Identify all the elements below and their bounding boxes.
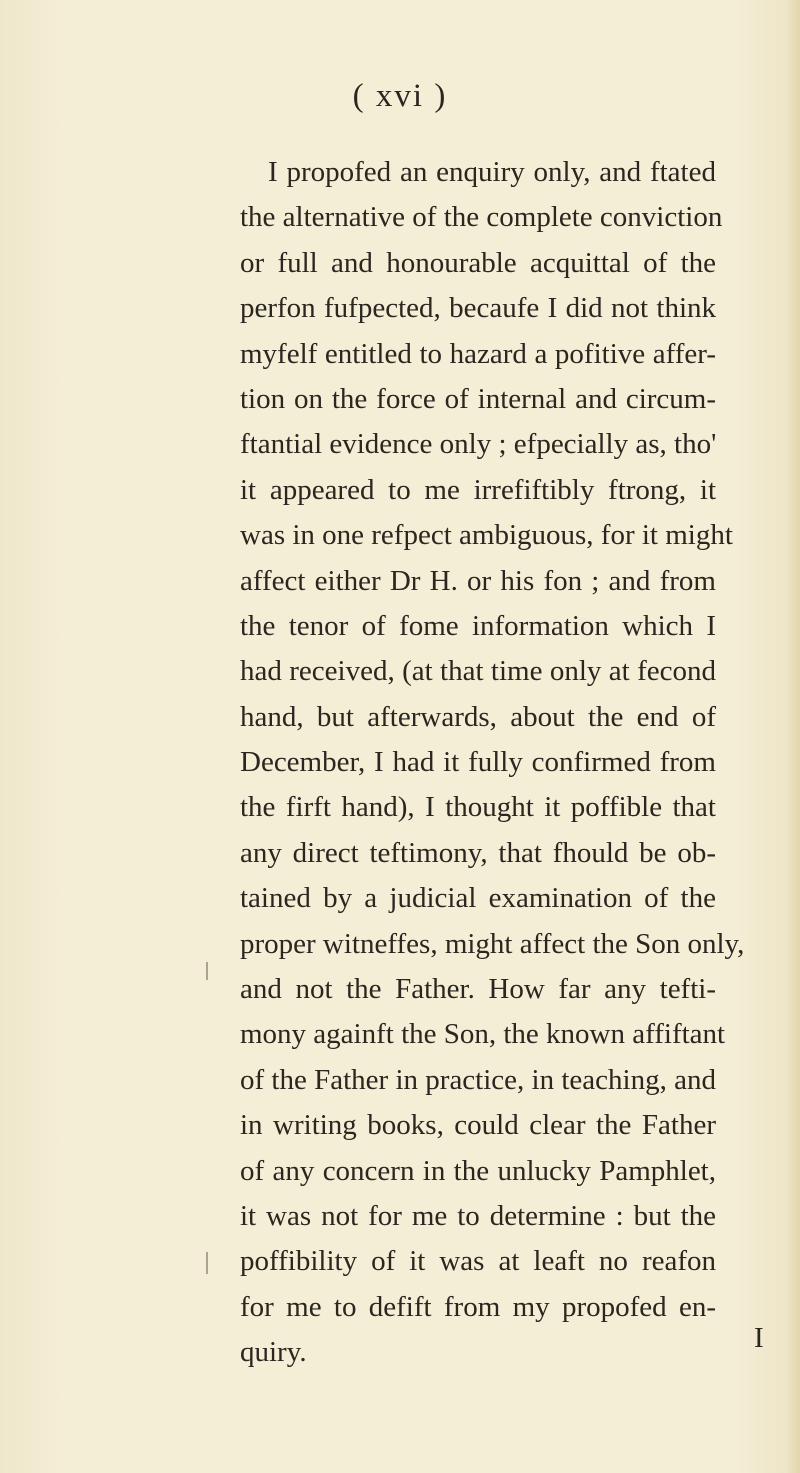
text-line: proper witneffes, might affect the Son only, [240,927,745,960]
text-line: perfon fufpected, becaufe I did not think [240,292,716,325]
text-line: the tenor of fome information which I [240,609,716,642]
paper-speck [206,962,208,980]
text-line: for me to defift from my propofed en- [240,1290,716,1323]
page-edge-shadow [786,0,800,1473]
paper-speck [206,1252,208,1274]
text-line: quiry. [240,1336,307,1369]
text-line: in writing books, could clear the Father [240,1109,716,1142]
text-line: mony againft the Son, the known affiftant [240,1018,726,1051]
text-line: the firft hand), I thought it poffible that [240,791,716,824]
text-line: hand, but afterwards, about the end of [240,700,716,733]
text-line: poffibility of it was at leaft no reafon [240,1245,716,1278]
text-line: December, I had it fully confirmed from [240,746,716,779]
catchword: I [754,1322,764,1354]
text-line: tained by a judicial examination of the [240,882,716,915]
text-line: ftantial evidence only ; efpecially as, tho' [240,428,717,461]
text-line: of the Father in practice, in teaching, and [240,1063,716,1096]
text-line: it was not for me to determine : but the [240,1199,716,1232]
page-number-header: ( xvi ) [352,78,448,114]
text-line: it appeared to me irrefiftibly ftrong, it [240,473,716,506]
text-line: or full and honourable acquittal of the [240,246,716,279]
text-line: was in one refpect ambiguous, for it might [240,519,733,552]
text-line: the alternative of the complete conviction [240,201,723,234]
text-line: affect either Dr H. or his fon ; and from [240,564,716,597]
text-line: any direct teftimony, that fhould be ob- [240,836,716,869]
text-line: had received, (at that time only at fecond [240,655,716,688]
text-line: I propofed an enquiry only, and ftated [268,156,716,188]
text-line: tion on the force of internal and circum- [240,382,716,415]
text-line: myfelf entitled to hazard a pofitive affer- [240,337,716,370]
text-line: of any concern in the unlucky Pamphlet, [240,1154,716,1187]
text-line: and not the Father. How far any tefti- [240,973,716,1006]
